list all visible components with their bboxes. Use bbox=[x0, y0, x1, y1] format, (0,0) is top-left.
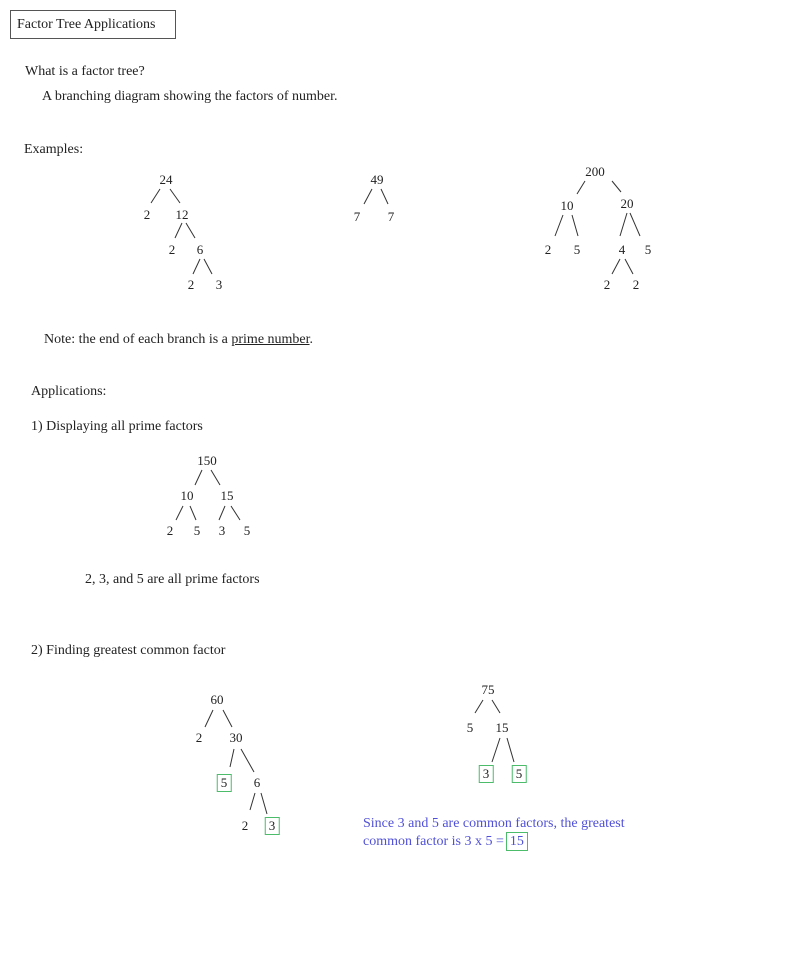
highlighted-tree-node: 3 bbox=[479, 765, 494, 783]
tree-node: 5 bbox=[243, 523, 251, 538]
tree-node: 5 bbox=[466, 720, 474, 735]
highlighted-tree-node: 5 bbox=[512, 765, 527, 783]
tree-node: 24 bbox=[159, 172, 173, 187]
tree-node: 3 bbox=[215, 277, 223, 292]
tree-node: 2 bbox=[187, 277, 195, 292]
tree-node: 2 bbox=[195, 730, 203, 745]
tree-node: 5 bbox=[573, 242, 581, 257]
tree-node: 5 bbox=[644, 242, 652, 257]
prime-factors-result: 2, 3, and 5 are all prime factors bbox=[85, 572, 260, 587]
note-term: prime number bbox=[231, 332, 310, 347]
applications-label: Applications: bbox=[31, 384, 107, 399]
tree-node: 6 bbox=[253, 775, 261, 790]
tree-node: 2 bbox=[544, 242, 552, 257]
tree-node: 60 bbox=[210, 692, 224, 707]
gcf-value: 15 bbox=[506, 832, 528, 851]
tree-node: 2 bbox=[166, 523, 174, 538]
tree-node: 20 bbox=[620, 196, 634, 211]
tree-node: 15 bbox=[220, 488, 234, 503]
application-2-heading: 2) Finding greatest common factor bbox=[31, 643, 226, 658]
page-title: Factor Tree Applications bbox=[17, 17, 156, 32]
note-suffix: . bbox=[309, 332, 314, 347]
highlighted-tree-node: 5 bbox=[217, 774, 232, 792]
tree-node: 7 bbox=[387, 209, 395, 224]
note-prefix: Note: the end of each branch is a bbox=[44, 332, 232, 347]
tree-node: 2 bbox=[241, 818, 249, 833]
tree-node: 150 bbox=[197, 453, 217, 468]
tree-node: 6 bbox=[196, 242, 204, 257]
gcf-explanation-line-2 bbox=[363, 834, 528, 850]
tree-node: 2 bbox=[632, 277, 640, 292]
gcf-explanation-line-1: Since 3 and 5 are common factors, the greatest bbox=[363, 816, 625, 831]
tree-node: 7 bbox=[353, 209, 361, 224]
highlighted-tree-node: 3 bbox=[265, 817, 280, 835]
tree-node: 4 bbox=[618, 242, 626, 257]
definition-text: A branching diagram showing the factors of number. bbox=[42, 89, 338, 104]
tree-node: 10 bbox=[560, 198, 574, 213]
tree-node: 2 bbox=[143, 207, 151, 222]
tree-node: 15 bbox=[495, 720, 509, 735]
tree-node: 30 bbox=[229, 730, 243, 745]
tree-node: 3 bbox=[218, 523, 226, 538]
application-1-heading: 1) Displaying all prime factors bbox=[31, 419, 203, 434]
question-heading: What is a factor tree? bbox=[25, 64, 145, 79]
tree-node: 12 bbox=[175, 207, 189, 222]
tree-node: 75 bbox=[481, 682, 495, 697]
gcf-explanation-text: common factor is 3 x 5 = bbox=[363, 834, 504, 849]
examples-label: Examples: bbox=[24, 142, 84, 157]
tree-node: 10 bbox=[180, 488, 194, 503]
tree-node: 2 bbox=[603, 277, 611, 292]
note-text bbox=[44, 332, 313, 348]
tree-node: 5 bbox=[193, 523, 201, 538]
tree-node: 49 bbox=[370, 172, 384, 187]
tree-node: 2 bbox=[168, 242, 176, 257]
tree-node: 200 bbox=[585, 164, 605, 179]
